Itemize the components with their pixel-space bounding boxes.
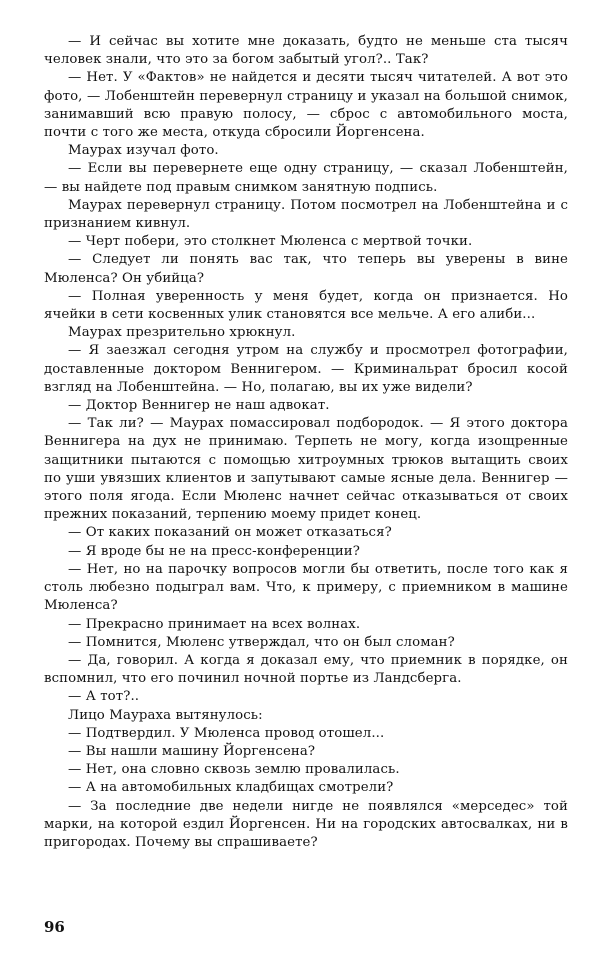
paragraph: — Доктор Веннигер не наш адвокат. (68, 398, 330, 414)
paragraph: — Прекрасно принимает на всех волнах. (68, 616, 361, 632)
paragraph: — Нет, но на парочку вопросов могли бы ответить, после того как я столь любезно подыграл вам. Что, к примеру, с приемником в машине Мюленса? (44, 561, 568, 614)
paragraph: — Так ли? — Маурах помассировал подбородок. — Я этого доктора Веннигера на дух не принимаю. Терпеть не могу, когда изощренные защитники пытаются с помощью хитроумных трюков вытащить своих по уши увязших клиентов и запутывают самые ясные дела. Веннигер — этого поля ягода. Если Мюленс начнет сейчас отказываться от своих прежних показаний, терпению моему придет конец. (44, 416, 568, 523)
paragraph: — За последние две недели нигде не появлялся «мерседес» той марки, на которой ездил Йоргенсен. Ни на городских автосвалках, ни в пригородах. Почему вы спрашиваете? (44, 798, 568, 850)
paragraph: — От каких показаний он может отказаться? (68, 525, 392, 541)
paragraph: Лицо Мауpаха вытянулось: (68, 707, 263, 723)
paragraph: — А тот?.. (68, 689, 140, 705)
paragraph: — Я вроде бы не на пресс-конференции? (68, 543, 360, 559)
paragraph: — Подтвердил. У Мюленса провод отошел... (68, 725, 385, 741)
paragraph: — Да, говорил. А когда я доказал ему, что приемник в порядке, он вспомнил, что его починил ночной портье из Ландсберга. (44, 652, 568, 687)
paragraph: — Нет. У «Фактов» не найдется и десяти тысяч читателей. А вот это фото, — Лобенштейн перевернул страницу и указал на большой снимок, занимавший всю правую полосу, — сброс с автомобильного моста, почти с того же места, откуда сбросили Йоргенсена. (44, 70, 568, 141)
paragraph: — Помнится, Мюленс утверждал, что он был сломан? (68, 634, 455, 650)
page-text (44, 33, 568, 852)
paragraph: Маурах презрительно хрюкнул. (68, 325, 296, 341)
paragraph: Маурах изучал фото. (68, 143, 219, 159)
paragraph: — Если вы перевернете еще одну страницу, — сказал Лобенштейн, — вы найдете под правым снимком занятную подпись. (44, 161, 568, 195)
paragraph: Маурах перевернул страницу. Потом посмотрел на Лобенштейна и с признанием кивнул. (44, 197, 568, 232)
paragraph: — А на автомобильных кладбищах смотрели? (68, 780, 394, 796)
paragraph: — Я заезжал сегодня утром на службу и просмотрел фотографии, доставленные доктором Веннигером. — Криминальрат бросил косой взгляд на Лобенштейна. — Но, полагаю, вы их уже видели? (44, 343, 568, 395)
paragraph: — Черт побери, это столкнет Мюленса с мертвой точки. (68, 234, 473, 250)
paragraph: — И сейчас вы хотите мне доказать, будто не меньше ста тысяч человек знали, что это за богом забытый угол?.. Так? (44, 34, 568, 68)
page-number: 96 (44, 918, 65, 936)
paragraph: — Полная уверенность у меня будет, когда он признается. Но ячейки в сети косвенных улик становятся все мельче. А его алиби... (44, 288, 568, 323)
paragraph: — Нет, она словно сквозь землю провалилась. (68, 762, 400, 778)
paragraph: — Вы нашли машину Йоргенсена? (68, 743, 316, 759)
paragraph: — Следует ли понять вас так, что теперь вы уверены в вине Мюленса? Он убийца? (44, 252, 568, 286)
